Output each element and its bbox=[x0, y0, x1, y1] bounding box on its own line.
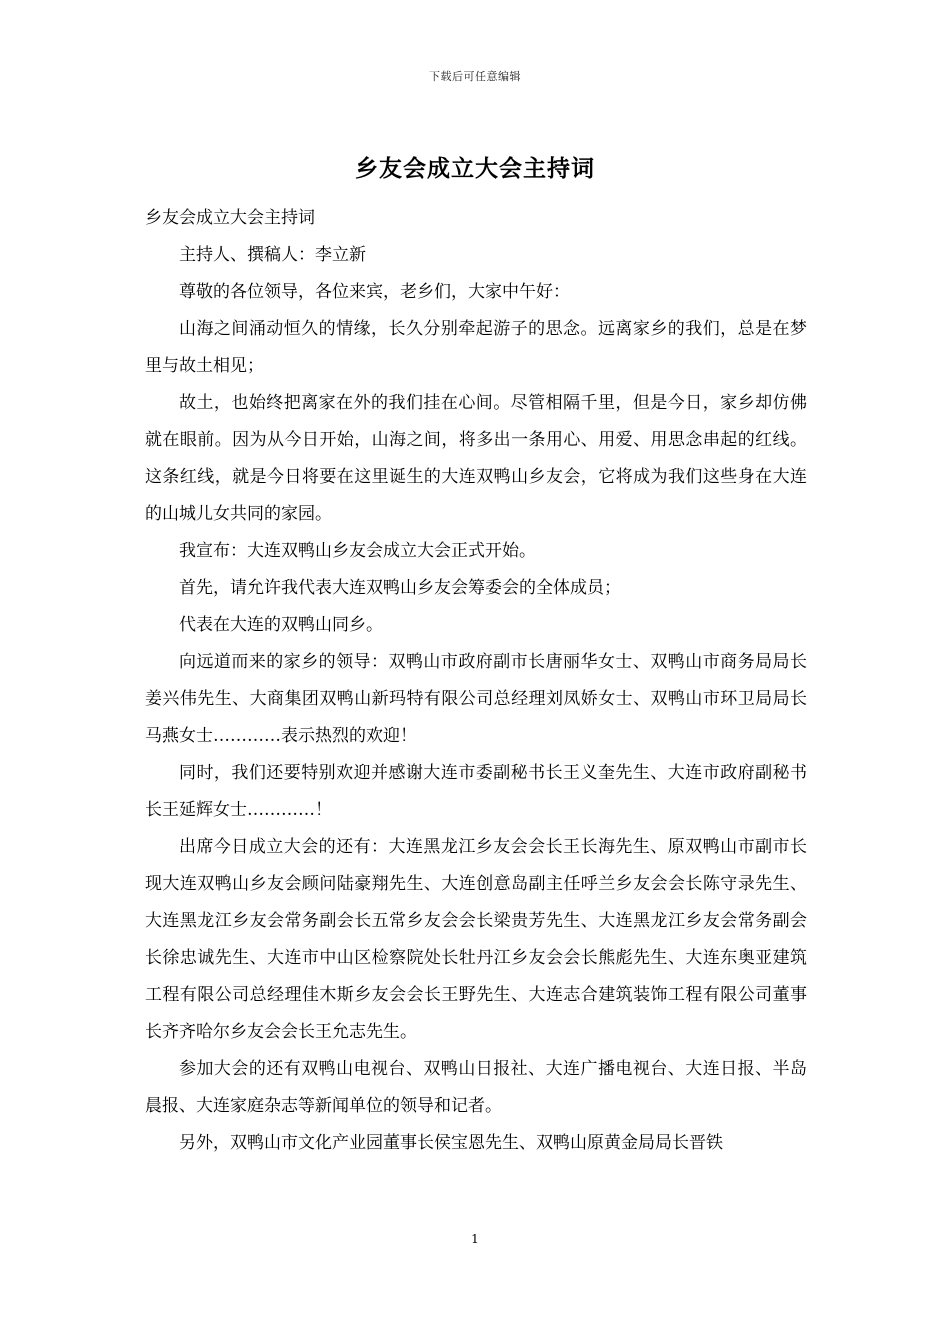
header-note: 下载后可任意编辑 bbox=[429, 70, 521, 83]
paragraph-greeting: 尊敬的各位领导，各位来宾，老乡们，大家中午好： bbox=[179, 282, 570, 302]
paragraph: 首先，请允许我代表大连双鸭山乡友会筹委会的全体成员； bbox=[179, 578, 621, 598]
page-number: 1 bbox=[471, 1232, 479, 1246]
paragraph: 另外，双鸭山市文化产业园董事长侯宝恩先生、双鸭山原黄金局局长晋铁 bbox=[179, 1133, 723, 1153]
paragraph: 向远道而来的家乡的领导：双鸭山市政府副市长唐丽华女士、双鸭山市商务局局长姜兴伟先生、大商集团双鸭山新玛特有限公司总经理刘凤娇女士、双鸭山市环卫局局长马燕女士…………表示热烈的欢迎！ bbox=[145, 652, 807, 746]
paragraph-host: 主持人、撰稿人：李立新 bbox=[179, 245, 366, 265]
paragraph: 同时，我们还要特别欢迎并感谢大连市委副秘书长王义奎先生、大连市政府副秘书长王延辉女士…………！ bbox=[145, 763, 807, 820]
document-body bbox=[145, 200, 807, 1162]
paragraph: 参加大会的还有双鸭山电视台、双鸭山日报社、大连广播电视台、大连日报、半岛晨报、大连家庭杂志等新闻单位的领导和记者。 bbox=[145, 1059, 807, 1116]
paragraph-subtitle: 乡友会成立大会主持词 bbox=[145, 208, 315, 228]
paragraph: 出席今日成立大会的还有：大连黑龙江乡友会会长王长海先生、原双鸭山市副市长现大连双鸭山乡友会顾问陆豪翔先生、大连创意岛副主任呼兰乡友会会长陈守录先生、大连黑龙江乡友会常务副会长五常乡友会会长梁贵芳先生、大连黑龙江乡友会常务副会长徐忠诚先生、大连市中山区检察院处长牡丹江乡友会会长熊彪先生、大连东奥亚建筑工程有限公司总经理佳木斯乡友会会长王野先生、大连志合建筑装饰工程有限公司董事长齐齐哈尔乡友会会长王允志先生。 bbox=[145, 837, 807, 1042]
paragraph: 山海之间涌动恒久的情缘，长久分别牵起游子的思念。远离家乡的我们，总是在梦里与故土相见； bbox=[145, 319, 807, 376]
paragraph: 我宣布：大连双鸭山乡友会成立大会正式开始。 bbox=[179, 541, 536, 561]
paragraph: 代表在大连的双鸭山同乡。 bbox=[179, 615, 383, 635]
paragraph: 故土，也始终把离家在外的我们挂在心间。尽管相隔千里，但是今日，家乡却仿佛就在眼前。因为从今日开始，山海之间，将多出一条用心、用爱、用思念串起的红线。这条红线，就是今日将要在这里诞生的大连双鸭山乡友会，它将成为我们这些身在大连的山城儿女共同的家园。 bbox=[145, 393, 807, 524]
document-title: 乡友会成立大会主持词 bbox=[355, 155, 595, 182]
